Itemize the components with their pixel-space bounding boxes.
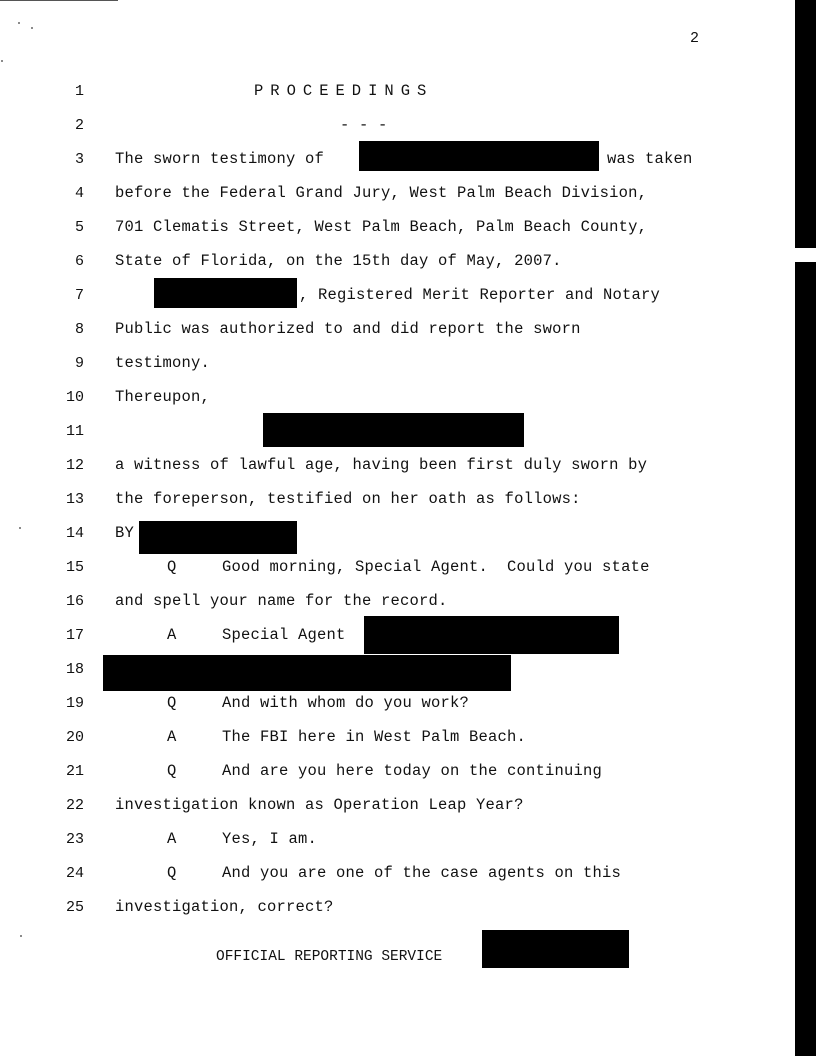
- testimony-line: The sworn testimony of: [115, 150, 325, 168]
- scan-speck: [1, 60, 3, 62]
- testimony-line: Special Agent: [222, 626, 346, 644]
- scan-speck: [19, 527, 21, 529]
- qa-marker: Q: [167, 864, 177, 882]
- line-number: 13: [65, 491, 84, 508]
- line-number: 11: [65, 423, 84, 440]
- scan-top-line: [0, 0, 118, 1]
- line-number: 12: [65, 457, 84, 474]
- redaction-box: [482, 930, 629, 968]
- testimony-line: Thereupon,: [115, 388, 211, 406]
- testimony-line: investigation known as Operation Leap Year?: [115, 796, 524, 814]
- qa-marker: Q: [167, 558, 177, 576]
- redaction-box: [139, 521, 297, 554]
- line-number: 10: [65, 389, 84, 406]
- testimony-line: And you are one of the case agents on this: [222, 864, 622, 882]
- testimony-line: Yes, I am.: [222, 830, 318, 848]
- line-number: 1: [74, 83, 84, 100]
- line-number: 15: [65, 559, 84, 576]
- qa-marker: A: [167, 626, 177, 644]
- line-number: 4: [74, 185, 84, 202]
- separator: - - -: [340, 116, 388, 134]
- redaction-box: [154, 278, 297, 308]
- proceedings-heading: PROCEEDINGS: [254, 82, 434, 100]
- testimony-line: BY: [115, 524, 135, 542]
- testimony-line: 701 Clematis Street, West Palm Beach, Palm Beach County,: [115, 218, 648, 236]
- scan-speck: [31, 27, 33, 29]
- testimony-line: before the Federal Grand Jury, West Palm Beach Division,: [115, 184, 648, 202]
- redaction-box: [359, 141, 599, 171]
- line-number: 24: [65, 865, 84, 882]
- qa-marker: A: [167, 830, 177, 848]
- scan-speck: [18, 22, 20, 24]
- line-number: 16: [65, 593, 84, 610]
- scan-speck: [20, 935, 22, 937]
- page-number: 2: [690, 30, 700, 47]
- line-number: 2: [74, 117, 84, 134]
- line-number: 19: [65, 695, 84, 712]
- testimony-line: a witness of lawful age, having been first duly sworn by: [115, 456, 648, 474]
- testimony-line: Public was authorized to and did report the sworn: [115, 320, 581, 338]
- testimony-line: And with whom do you work?: [222, 694, 470, 712]
- scan-edge: [795, 0, 816, 1056]
- line-number: 14: [65, 525, 84, 542]
- line-number: 20: [65, 729, 84, 746]
- line-number: 7: [74, 287, 84, 304]
- testimony-line: the foreperson, testified on her oath as follows:: [115, 490, 581, 508]
- testimony-line: State of Florida, on the 15th day of May, 2007.: [115, 252, 562, 270]
- line-number: 3: [74, 151, 84, 168]
- line-number: 21: [65, 763, 84, 780]
- line-number: 8: [74, 321, 84, 338]
- testimony-line: and spell your name for the record.: [115, 592, 448, 610]
- line-number: 17: [65, 627, 84, 644]
- testimony-line: And are you here today on the continuing: [222, 762, 603, 780]
- testimony-line: was taken: [607, 150, 693, 168]
- qa-marker: Q: [167, 694, 177, 712]
- line-number: 6: [74, 253, 84, 270]
- qa-marker: Q: [167, 762, 177, 780]
- footer-reporting-service: OFFICIAL REPORTING SERVICE: [216, 949, 443, 965]
- redaction-box: [103, 655, 511, 691]
- line-number: 5: [74, 219, 84, 236]
- line-number: 25: [65, 899, 84, 916]
- qa-marker: A: [167, 728, 177, 746]
- testimony-line: testimony.: [115, 354, 211, 372]
- testimony-line: Good morning, Special Agent. Could you state: [222, 558, 650, 576]
- scan-edge-notch: [795, 248, 816, 262]
- line-number: 22: [65, 797, 84, 814]
- testimony-line: , Registered Merit Reporter and Notary: [299, 286, 661, 304]
- line-number: 23: [65, 831, 84, 848]
- line-number: 9: [74, 355, 84, 372]
- testimony-line: investigation, correct?: [115, 898, 334, 916]
- redaction-box: [364, 616, 619, 654]
- line-number: 18: [65, 661, 84, 678]
- redaction-box: [263, 413, 524, 447]
- testimony-line: The FBI here in West Palm Beach.: [222, 728, 527, 746]
